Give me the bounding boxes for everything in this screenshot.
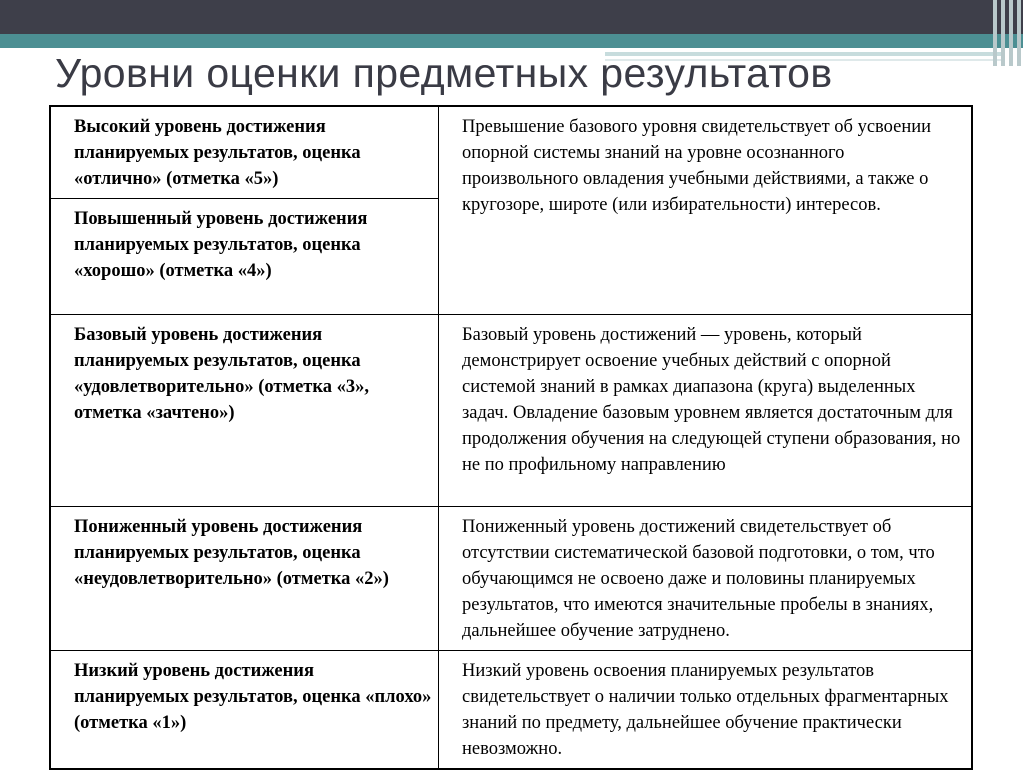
level-cell-basic: Базовый уровень достижения планируемых результатов, оценка «удовлетворительно» (отметка «3», отметка «зачтено») — [50, 315, 439, 507]
decorative-bar — [993, 0, 997, 66]
decorative-bar — [1001, 0, 1005, 66]
header-band — [0, 0, 1023, 34]
description-cell-high-advanced: Превышение базового уровня свидетельствует об усвоении опорной системы знаний на уровне осознанного произвольного овладения учебными действиями, а также о кругозоре, широте (или избирательности) интересов. — [439, 106, 973, 315]
level-cell-very-low: Низкий уровень достижения планируемых результатов, оценка «плохо» (отметка «1») — [50, 651, 439, 770]
description-cell-basic: Базовый уровень достижений — уровень, который демонстрирует освоение учебных действий с опорной системой знаний в рамках диапазона (круга) выделенных задач. Овладение базовым уровнем является достаточным для продолжения обучения на следующей ступени образования, но не по профильному направлению — [439, 315, 973, 507]
assessment-levels-table — [49, 105, 973, 770]
table-row — [50, 106, 972, 199]
decorative-bar — [1017, 0, 1021, 66]
table-row — [50, 315, 972, 507]
level-cell-advanced: Повышенный уровень достижения планируемых результатов, оценка «хорошо» (отметка «4») — [50, 199, 439, 315]
description-cell-very-low: Низкий уровень освоения планируемых результатов свидетельствует о наличии только отдельных фрагментарных знаний по предмету, дальнейшее обучение практически невозможно. — [439, 651, 973, 770]
description-cell-low: Пониженный уровень достижений свидетельствует об отсутствии систематической базовой подготовки, о том, что обучающимся не освоено даже и половины планируемых результатов, что имеются значительные пробелы в знаниях, дальнейшее обучение затруднено. — [439, 507, 973, 651]
table-row — [50, 507, 972, 651]
level-cell-low: Пониженный уровень достижения планируемых результатов, оценка «неудовлетворительно» (отметка «2») — [50, 507, 439, 651]
decorative-bar — [1009, 0, 1013, 66]
table-row — [50, 651, 972, 770]
slide-title: Уровни оценки предметных результатов — [55, 50, 833, 96]
accent-stripe — [0, 34, 1023, 48]
level-cell-high: Высокий уровень достижения планируемых результатов, оценка «отлично» (отметка «5») — [50, 106, 439, 199]
